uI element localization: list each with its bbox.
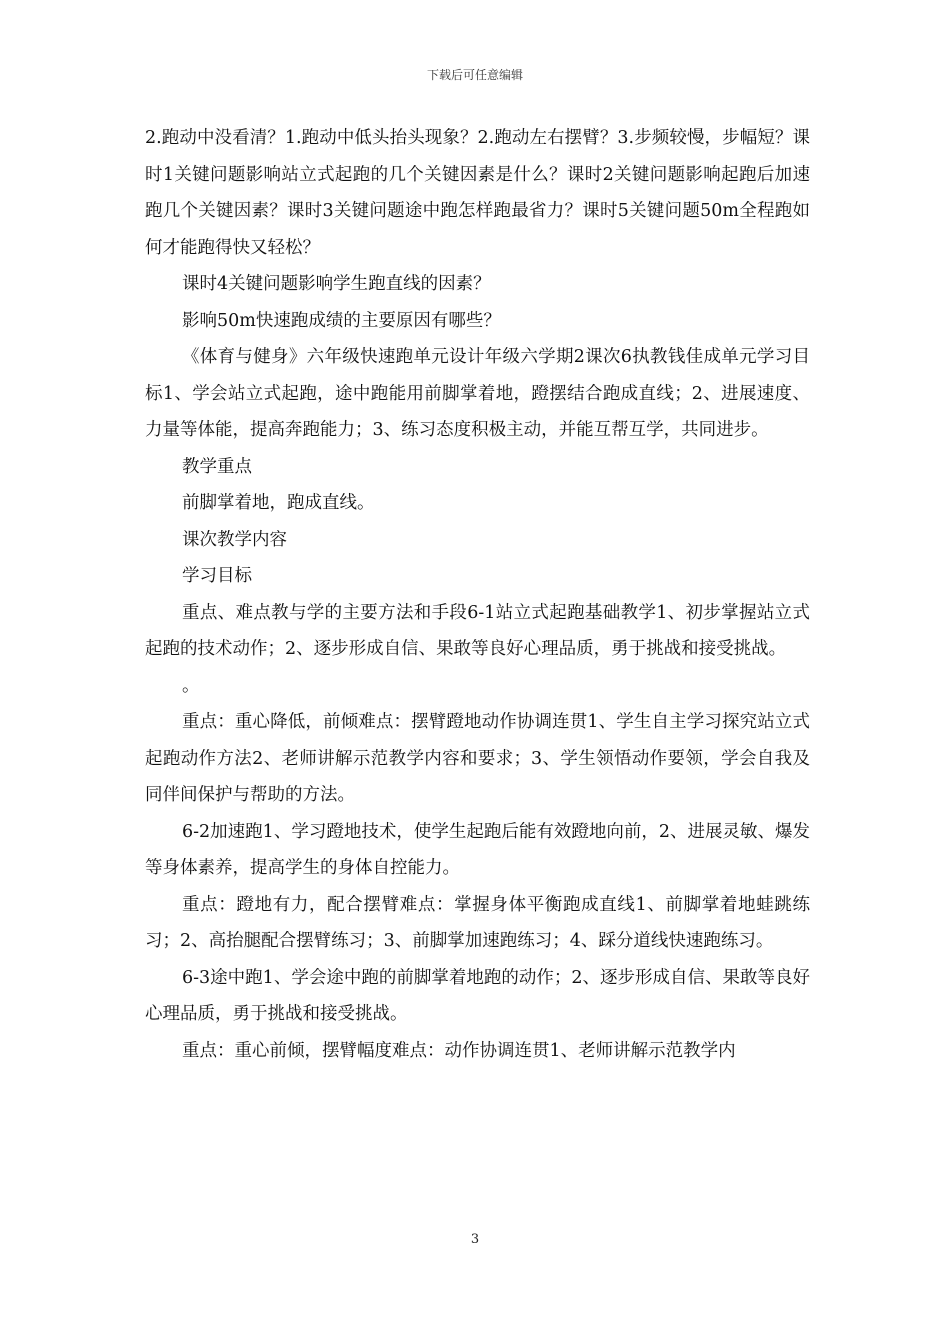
paragraph-1: 2.跑动中没看清？1.跑动中低头抬头现象？2.跑动左右摆臂？3.步频较慢，步幅短？课时1关键问题影响站立式起跑的几个关键因素是什么？课时2关键问题影响起跑后加速跑几个关键因素？课时3关键问题途中跑怎样跑最省力？课时5关键问题50m全程跑如何才能跑得快又轻松？	[145, 128, 810, 258]
document-body	[145, 120, 810, 1069]
paragraph-6: 前脚掌着地，跑成直线。	[182, 493, 375, 513]
paragraph-7: 课次教学内容	[182, 529, 287, 550]
paragraph-13: 重点：蹬地有力，配合摆臂难点：掌握身体平衡跑成直线1、前脚掌着地蛙跳练习；2、高抬腿配合摆臂练习；3、前脚掌加速跑练习；4、踩分道线快速跑练习。	[145, 894, 810, 951]
paragraph-4: 《体育与健身》六年级快速跑单元设计年级六学期2课次6执教钱佳成单元学习目标1、学会站立式起跑，途中跑能用前脚掌着地，蹬摆结合跑成直线；2、进展速度、力量等体能，提高奔跑能力；3、练习态度积极主动，并能互帮互学，共同进步。	[145, 347, 810, 440]
paragraph-14: 6-3途中跑1、学会途中跑的前脚掌着地跑的动作；2、逐步形成自信、果敢等良好心理品质，勇于挑战和接受挑战。	[145, 967, 810, 1024]
paragraph-15: 重点：重心前倾，摆臂幅度难点：动作协调连贯1、老师讲解示范教学内	[182, 1040, 736, 1061]
paragraph-2: 课时4关键问题影响学生跑直线的因素？	[182, 274, 491, 294]
paragraph-11: 重点：重心降低，前倾难点：摆臂蹬地动作协调连贯1、学生自主学习探究站立式起跑动作方法2、老师讲解示范教学内容和要求；3、学生领悟动作要领，学会自我及同伴间保护与帮助的方法。	[145, 712, 810, 805]
paragraph-9: 重点、难点教与学的主要方法和手段6-1站立式起跑基础教学1、初步掌握站立式起跑的技术动作；2、逐步形成自信、果敢等良好心理品质，勇于挑战和接受挑战。	[145, 602, 810, 659]
page-number: 3	[470, 1232, 480, 1247]
paragraph-3: 影响50m快速跑成绩的主要原因有哪些？	[182, 310, 501, 331]
paragraph-10: 。	[182, 675, 200, 696]
paragraph-5: 教学重点	[182, 456, 252, 477]
page-header: 下载后可任意编辑	[426, 68, 523, 82]
paragraph-8: 学习目标	[182, 566, 252, 586]
paragraph-12: 6-2加速跑1、学习蹬地技术，使学生起跑后能有效蹬地向前，2、进展灵敏、爆发等身体素养，提高学生的身体自控能力。	[145, 821, 810, 878]
